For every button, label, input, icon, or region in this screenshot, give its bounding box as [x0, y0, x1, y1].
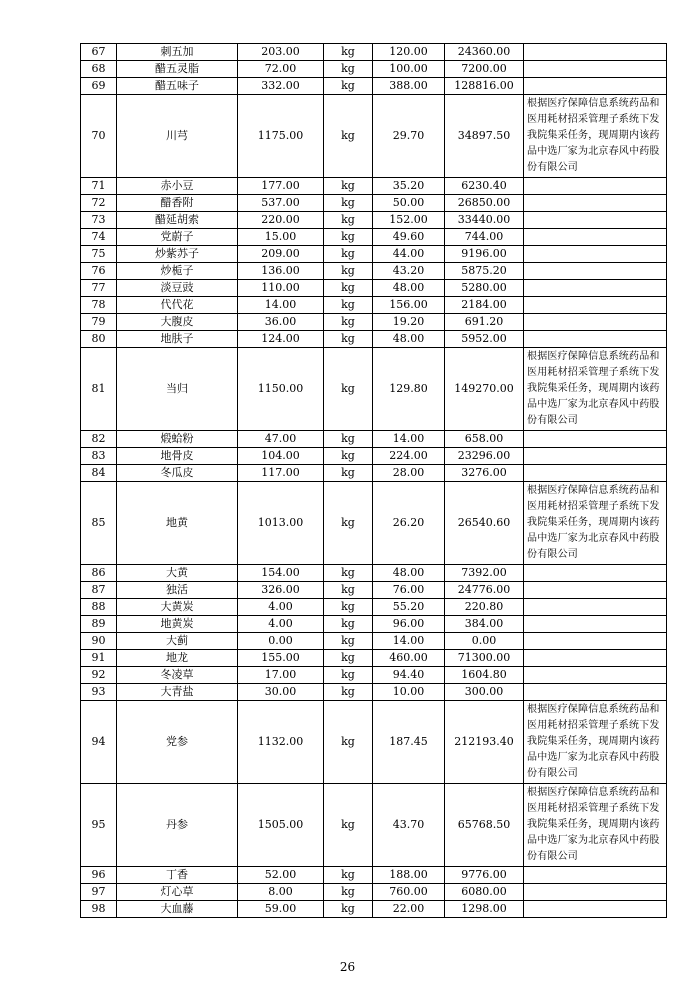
unit-price-cell: 49.60 — [373, 229, 445, 246]
quantity-cell: 220.00 — [238, 212, 324, 229]
unit-price-cell: 28.00 — [373, 465, 445, 482]
unit-price-cell: 152.00 — [373, 212, 445, 229]
amount-cell: 384.00 — [445, 616, 524, 633]
row-number-cell: 94 — [81, 701, 117, 784]
table-row — [81, 229, 667, 246]
medicine-name-cell: 地骨皮 — [117, 448, 238, 465]
row-number-cell: 75 — [81, 246, 117, 263]
quantity-cell: 155.00 — [238, 650, 324, 667]
remark-cell — [524, 263, 667, 280]
unit-price-cell: 188.00 — [373, 867, 445, 884]
quantity-cell: 326.00 — [238, 582, 324, 599]
row-number-cell: 87 — [81, 582, 117, 599]
row-number-cell: 78 — [81, 297, 117, 314]
row-number-cell: 85 — [81, 482, 117, 565]
unit-price-cell: 14.00 — [373, 633, 445, 650]
row-number-cell: 92 — [81, 667, 117, 684]
medicine-name-cell: 地龙 — [117, 650, 238, 667]
remark-cell — [524, 901, 667, 918]
amount-cell: 6230.40 — [445, 178, 524, 195]
medicine-name-cell: 大黄炭 — [117, 599, 238, 616]
unit-cell: kg — [324, 616, 373, 633]
quantity-cell: 59.00 — [238, 901, 324, 918]
amount-cell: 149270.00 — [445, 348, 524, 431]
amount-cell: 26540.60 — [445, 482, 524, 565]
table-row — [81, 195, 667, 212]
quantity-cell: 0.00 — [238, 633, 324, 650]
row-number-cell: 90 — [81, 633, 117, 650]
row-number-cell: 98 — [81, 901, 117, 918]
unit-cell: kg — [324, 684, 373, 701]
amount-cell: 5952.00 — [445, 331, 524, 348]
table-row — [81, 348, 667, 431]
amount-cell: 23296.00 — [445, 448, 524, 465]
amount-cell: 212193.40 — [445, 701, 524, 784]
table-row — [81, 78, 667, 95]
unit-cell: kg — [324, 633, 373, 650]
quantity-cell: 36.00 — [238, 314, 324, 331]
remark-cell — [524, 633, 667, 650]
remark-cell — [524, 280, 667, 297]
remark-cell — [524, 44, 667, 61]
amount-cell: 744.00 — [445, 229, 524, 246]
procurement-table — [80, 43, 667, 918]
table-row — [81, 784, 667, 867]
table-row — [81, 565, 667, 582]
remark-cell — [524, 297, 667, 314]
unit-price-cell: 156.00 — [373, 297, 445, 314]
quantity-cell: 47.00 — [238, 431, 324, 448]
medicine-name-cell: 大青盐 — [117, 684, 238, 701]
unit-price-cell: 10.00 — [373, 684, 445, 701]
amount-cell: 71300.00 — [445, 650, 524, 667]
medicine-name-cell: 刺五加 — [117, 44, 238, 61]
amount-cell: 300.00 — [445, 684, 524, 701]
table-row — [81, 667, 667, 684]
amount-cell: 220.80 — [445, 599, 524, 616]
quantity-cell: 52.00 — [238, 867, 324, 884]
quantity-cell: 209.00 — [238, 246, 324, 263]
remark-cell — [524, 465, 667, 482]
unit-price-cell: 22.00 — [373, 901, 445, 918]
remark-cell — [524, 867, 667, 884]
unit-price-cell: 388.00 — [373, 78, 445, 95]
medicine-name-cell: 党蔚子 — [117, 229, 238, 246]
quantity-cell: 1132.00 — [238, 701, 324, 784]
medicine-name-cell: 丁香 — [117, 867, 238, 884]
unit-cell: kg — [324, 348, 373, 431]
amount-cell: 0.00 — [445, 633, 524, 650]
table-row — [81, 599, 667, 616]
unit-cell: kg — [324, 465, 373, 482]
table-row — [81, 616, 667, 633]
amount-cell: 26850.00 — [445, 195, 524, 212]
row-number-cell: 74 — [81, 229, 117, 246]
unit-cell: kg — [324, 431, 373, 448]
unit-cell: kg — [324, 212, 373, 229]
medicine-name-cell: 淡豆豉 — [117, 280, 238, 297]
unit-cell: kg — [324, 448, 373, 465]
quantity-cell: 203.00 — [238, 44, 324, 61]
row-number-cell: 83 — [81, 448, 117, 465]
row-number-cell: 80 — [81, 331, 117, 348]
quantity-cell: 104.00 — [238, 448, 324, 465]
unit-cell: kg — [324, 178, 373, 195]
remark-cell — [524, 61, 667, 78]
table-row — [81, 61, 667, 78]
unit-cell: kg — [324, 901, 373, 918]
unit-price-cell: 224.00 — [373, 448, 445, 465]
row-number-cell: 88 — [81, 599, 117, 616]
row-number-cell: 70 — [81, 95, 117, 178]
unit-cell: kg — [324, 246, 373, 263]
row-number-cell: 72 — [81, 195, 117, 212]
unit-price-cell: 760.00 — [373, 884, 445, 901]
unit-cell: kg — [324, 565, 373, 582]
unit-price-cell: 94.40 — [373, 667, 445, 684]
medicine-name-cell: 冬瓜皮 — [117, 465, 238, 482]
amount-cell: 5875.20 — [445, 263, 524, 280]
quantity-cell: 177.00 — [238, 178, 324, 195]
unit-cell: kg — [324, 229, 373, 246]
row-number-cell: 95 — [81, 784, 117, 867]
quantity-cell: 110.00 — [238, 280, 324, 297]
amount-cell: 24776.00 — [445, 582, 524, 599]
unit-cell: kg — [324, 263, 373, 280]
medicine-name-cell: 当归 — [117, 348, 238, 431]
table-row — [81, 95, 667, 178]
unit-price-cell: 187.45 — [373, 701, 445, 784]
quantity-cell: 72.00 — [238, 61, 324, 78]
row-number-cell: 69 — [81, 78, 117, 95]
remark-cell: 根据医疗保障信息系统药品和医用耗材招采管理子系统下发我院集采任务，现周期内该药品中选厂家为北京春风中药股份有限公司 — [524, 784, 667, 867]
medicine-name-cell: 川芎 — [117, 95, 238, 178]
unit-price-cell: 14.00 — [373, 431, 445, 448]
table-row — [81, 465, 667, 482]
remark-cell — [524, 565, 667, 582]
quantity-cell: 136.00 — [238, 263, 324, 280]
remark-cell: 根据医疗保障信息系统药品和医用耗材招采管理子系统下发我院集采任务，现周期内该药品中选厂家为北京春风中药股份有限公司 — [524, 95, 667, 178]
medicine-name-cell: 醋香附 — [117, 195, 238, 212]
quantity-cell: 17.00 — [238, 667, 324, 684]
unit-cell: kg — [324, 331, 373, 348]
unit-price-cell: 48.00 — [373, 565, 445, 582]
remark-cell — [524, 684, 667, 701]
remark-cell — [524, 178, 667, 195]
table-row — [81, 314, 667, 331]
table-row — [81, 178, 667, 195]
unit-price-cell: 44.00 — [373, 246, 445, 263]
remark-cell — [524, 884, 667, 901]
unit-cell: kg — [324, 44, 373, 61]
table-row — [81, 701, 667, 784]
medicine-name-cell: 大黄 — [117, 565, 238, 582]
table-row — [81, 867, 667, 884]
unit-price-cell: 55.20 — [373, 599, 445, 616]
table-row — [81, 582, 667, 599]
remark-cell — [524, 667, 667, 684]
remark-cell — [524, 448, 667, 465]
quantity-cell: 30.00 — [238, 684, 324, 701]
row-number-cell: 91 — [81, 650, 117, 667]
quantity-cell: 1150.00 — [238, 348, 324, 431]
unit-cell: kg — [324, 78, 373, 95]
quantity-cell: 1175.00 — [238, 95, 324, 178]
table-row — [81, 331, 667, 348]
quantity-cell: 332.00 — [238, 78, 324, 95]
remark-cell — [524, 314, 667, 331]
unit-price-cell: 76.00 — [373, 582, 445, 599]
table-row — [81, 884, 667, 901]
row-number-cell: 67 — [81, 44, 117, 61]
table-row — [81, 633, 667, 650]
row-number-cell: 81 — [81, 348, 117, 431]
medicine-name-cell: 大腹皮 — [117, 314, 238, 331]
unit-price-cell: 43.70 — [373, 784, 445, 867]
medicine-name-cell: 独活 — [117, 582, 238, 599]
row-number-cell: 71 — [81, 178, 117, 195]
unit-price-cell: 35.20 — [373, 178, 445, 195]
amount-cell: 2184.00 — [445, 297, 524, 314]
medicine-name-cell: 煅蛤粉 — [117, 431, 238, 448]
remark-cell — [524, 229, 667, 246]
amount-cell: 34897.50 — [445, 95, 524, 178]
unit-price-cell: 19.20 — [373, 314, 445, 331]
medicine-name-cell: 丹参 — [117, 784, 238, 867]
unit-cell: kg — [324, 884, 373, 901]
row-number-cell: 77 — [81, 280, 117, 297]
medicine-name-cell: 地黄炭 — [117, 616, 238, 633]
unit-price-cell: 50.00 — [373, 195, 445, 212]
amount-cell: 691.20 — [445, 314, 524, 331]
table-body — [81, 44, 667, 918]
remark-cell — [524, 246, 667, 263]
remark-cell — [524, 78, 667, 95]
medicine-name-cell: 地肤子 — [117, 331, 238, 348]
quantity-cell: 14.00 — [238, 297, 324, 314]
row-number-cell: 82 — [81, 431, 117, 448]
table-row — [81, 448, 667, 465]
table-row — [81, 901, 667, 918]
medicine-name-cell: 醋五灵脂 — [117, 61, 238, 78]
amount-cell: 3276.00 — [445, 465, 524, 482]
table-row — [81, 650, 667, 667]
unit-price-cell: 43.20 — [373, 263, 445, 280]
unit-cell: kg — [324, 482, 373, 565]
amount-cell: 1298.00 — [445, 901, 524, 918]
quantity-cell: 4.00 — [238, 616, 324, 633]
amount-cell: 9776.00 — [445, 867, 524, 884]
unit-cell: kg — [324, 650, 373, 667]
quantity-cell: 4.00 — [238, 599, 324, 616]
table-row — [81, 431, 667, 448]
amount-cell: 33440.00 — [445, 212, 524, 229]
row-number-cell: 89 — [81, 616, 117, 633]
amount-cell: 5280.00 — [445, 280, 524, 297]
amount-cell: 7392.00 — [445, 565, 524, 582]
unit-cell: kg — [324, 582, 373, 599]
table-row — [81, 246, 667, 263]
medicine-name-cell: 赤小豆 — [117, 178, 238, 195]
unit-cell: kg — [324, 667, 373, 684]
remark-cell — [524, 331, 667, 348]
remark-cell: 根据医疗保障信息系统药品和医用耗材招采管理子系统下发我院集采任务，现周期内该药品中选厂家为北京春风中药股份有限公司 — [524, 482, 667, 565]
remark-cell: 根据医疗保障信息系统药品和医用耗材招采管理子系统下发我院集采任务，现周期内该药品中选厂家为北京春风中药股份有限公司 — [524, 348, 667, 431]
unit-price-cell: 120.00 — [373, 44, 445, 61]
unit-cell: kg — [324, 599, 373, 616]
unit-cell: kg — [324, 314, 373, 331]
table-row — [81, 263, 667, 280]
table-row — [81, 280, 667, 297]
quantity-cell: 1013.00 — [238, 482, 324, 565]
unit-cell: kg — [324, 95, 373, 178]
medicine-name-cell: 炒紫苏子 — [117, 246, 238, 263]
row-number-cell: 84 — [81, 465, 117, 482]
remark-cell — [524, 582, 667, 599]
quantity-cell: 537.00 — [238, 195, 324, 212]
amount-cell: 658.00 — [445, 431, 524, 448]
row-number-cell: 93 — [81, 684, 117, 701]
amount-cell: 9196.00 — [445, 246, 524, 263]
row-number-cell: 79 — [81, 314, 117, 331]
unit-price-cell: 48.00 — [373, 280, 445, 297]
quantity-cell: 15.00 — [238, 229, 324, 246]
page-number: 26 — [339, 960, 356, 974]
unit-price-cell: 460.00 — [373, 650, 445, 667]
row-number-cell: 97 — [81, 884, 117, 901]
remark-cell — [524, 616, 667, 633]
row-number-cell: 86 — [81, 565, 117, 582]
unit-price-cell: 129.80 — [373, 348, 445, 431]
unit-price-cell: 48.00 — [373, 331, 445, 348]
quantity-cell: 154.00 — [238, 565, 324, 582]
unit-cell: kg — [324, 195, 373, 212]
unit-cell: kg — [324, 867, 373, 884]
table-row — [81, 44, 667, 61]
medicine-name-cell: 大血藤 — [117, 901, 238, 918]
medicine-name-cell: 灯心草 — [117, 884, 238, 901]
medicine-name-cell: 党参 — [117, 701, 238, 784]
unit-cell: kg — [324, 784, 373, 867]
unit-price-cell: 96.00 — [373, 616, 445, 633]
remark-cell — [524, 212, 667, 229]
amount-cell: 24360.00 — [445, 44, 524, 61]
remark-cell: 根据医疗保障信息系统药品和医用耗材招采管理子系统下发我院集采任务，现周期内该药品中选厂家为北京春风中药股份有限公司 — [524, 701, 667, 784]
remark-cell — [524, 599, 667, 616]
medicine-name-cell: 炒栀子 — [117, 263, 238, 280]
medicine-name-cell: 大蓟 — [117, 633, 238, 650]
quantity-cell: 117.00 — [238, 465, 324, 482]
row-number-cell: 73 — [81, 212, 117, 229]
amount-cell: 1604.80 — [445, 667, 524, 684]
table-row — [81, 212, 667, 229]
unit-price-cell: 29.70 — [373, 95, 445, 178]
unit-cell: kg — [324, 61, 373, 78]
table-row — [81, 482, 667, 565]
medicine-name-cell: 地黄 — [117, 482, 238, 565]
medicine-name-cell: 醋延胡索 — [117, 212, 238, 229]
row-number-cell: 76 — [81, 263, 117, 280]
quantity-cell: 8.00 — [238, 884, 324, 901]
unit-cell: kg — [324, 280, 373, 297]
medicine-name-cell: 醋五味子 — [117, 78, 238, 95]
remark-cell — [524, 650, 667, 667]
unit-cell: kg — [324, 297, 373, 314]
unit-cell: kg — [324, 701, 373, 784]
quantity-cell: 124.00 — [238, 331, 324, 348]
medicine-name-cell: 代代花 — [117, 297, 238, 314]
unit-price-cell: 26.20 — [373, 482, 445, 565]
unit-price-cell: 100.00 — [373, 61, 445, 78]
row-number-cell: 68 — [81, 61, 117, 78]
medicine-name-cell: 冬凌草 — [117, 667, 238, 684]
amount-cell: 128816.00 — [445, 78, 524, 95]
amount-cell: 65768.50 — [445, 784, 524, 867]
row-number-cell: 96 — [81, 867, 117, 884]
amount-cell: 6080.00 — [445, 884, 524, 901]
remark-cell — [524, 431, 667, 448]
quantity-cell: 1505.00 — [238, 784, 324, 867]
remark-cell — [524, 195, 667, 212]
table-row — [81, 297, 667, 314]
table-row — [81, 684, 667, 701]
amount-cell: 7200.00 — [445, 61, 524, 78]
